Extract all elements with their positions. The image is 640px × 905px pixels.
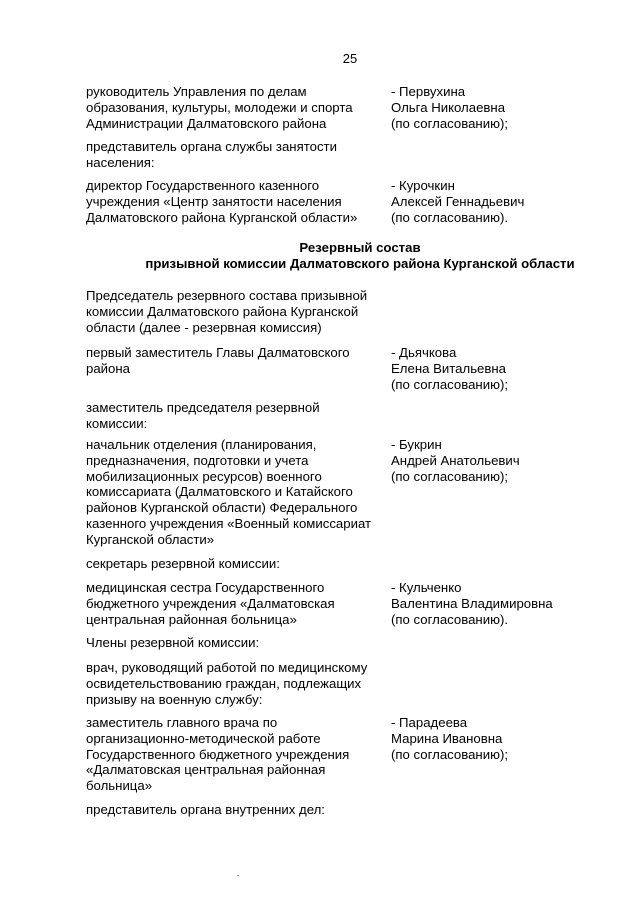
person-pervukhina: - Первухина Ольга Николаевна (по согласованию); (391, 84, 509, 131)
scan-speck (237, 875, 239, 876)
person-kurochkin: - Курочкин Алексей Геннадьевич (по согласованию). (391, 178, 525, 225)
person-bukrin: - Букрин Андрей Анатольевич (по согласованию); (391, 437, 520, 484)
position-employment-rep: представитель органа службы занятости населения: (86, 139, 337, 170)
position-internal-affairs-rep: представитель органа внутренних дел: (86, 802, 325, 817)
page-number: 25 (342, 51, 358, 66)
position-reserve-chairman: Председатель резервного состава призывной комиссии Далматовского района Курганской области (далее - резервная комиссия) (86, 288, 368, 335)
members-heading: Члены резервной комиссии: (86, 635, 260, 650)
person-kulchenko: - Кульченко Валентина Владимировна (по согласованию). (391, 580, 553, 627)
position-doctor: врач, руководящий работой по медицинскому освидетельствованию граждан, подлежащих призыву на военную службу: (86, 660, 368, 707)
position-military-dept-head: начальник отделения (планирования, предназначения, подготовки и учета мобилизационных ресурсов) военного комиссариата (Далматовского и Катайского районов Курганской области) Федерального казенного учреждения «Военный комиссариат Курганской области» (86, 437, 372, 547)
position-secretary: секретарь резервной комиссии: (86, 556, 280, 571)
position-nurse: медицинская сестра Государственного бюджетного учреждения «Далматовская центральная районная больница» (86, 580, 335, 627)
person-paradeeva: - Парадеева Марина Ивановна (по согласованию); (391, 715, 509, 762)
position-deputy-chief-doctor: заместитель главного врача по организационно-методической работе Государственного бюджетного учреждения «Далматовская центральная районная больница» (86, 715, 350, 794)
person-dyachkova: - Дьячкова Елена Витальевна (по согласованию); (391, 345, 509, 392)
position-first-deputy: первый заместитель Главы Далматовского района (86, 345, 350, 376)
section-heading: Резервный состав призывной комиссии Далматовского района Курганской области (145, 240, 575, 271)
position-employment-director: директор Государственного казенного учреждения «Центр занятости населения Далматовского района Курганской области» (86, 178, 358, 225)
position-deputy-chairman: заместитель председателя резервной комиссии: (86, 400, 320, 431)
position-education-head: руководитель Управления по делам образования, культуры, молодежи и спорта Администрации Далматовского района (86, 84, 353, 131)
